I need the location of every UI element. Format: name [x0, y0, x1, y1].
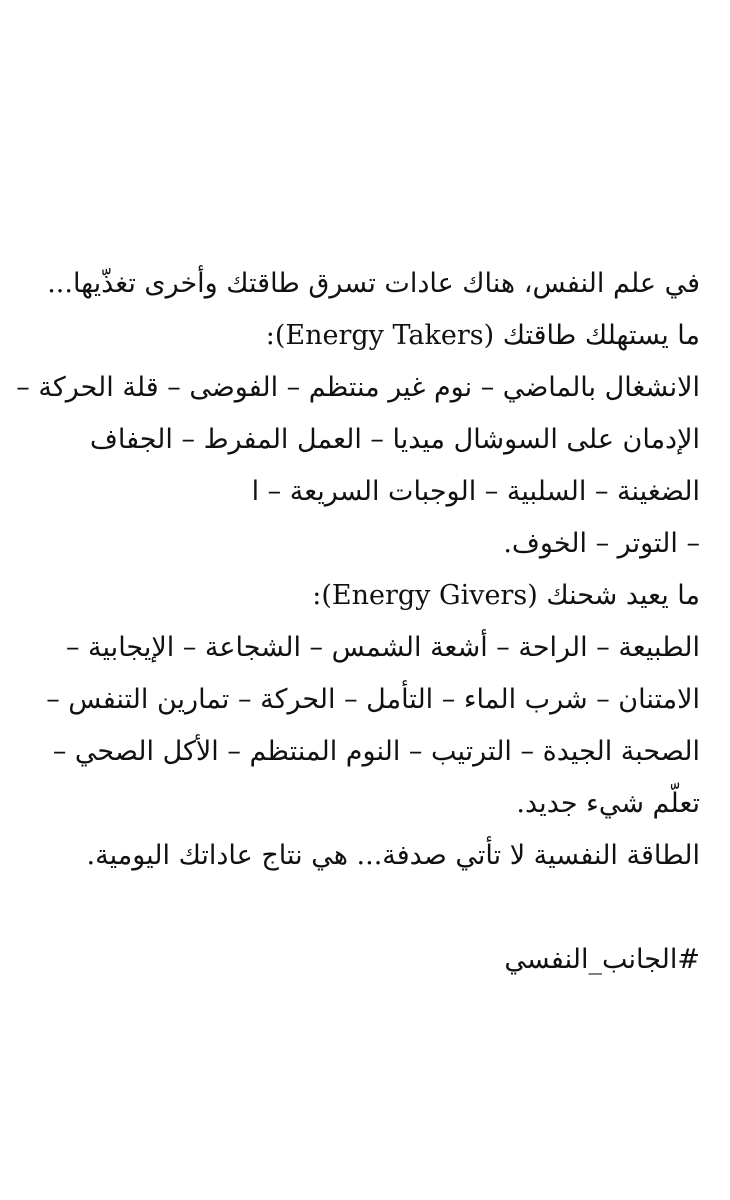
- hashtag: #الجانب_النفسي: [504, 944, 700, 975]
- energy-takers-line-1: الانشغال بالماضي – نوم غير منتظم – الفوضى – قلة الحركة –: [16, 372, 700, 403]
- energy-givers-line-1: الطبيعة – الراحة – أشعة الشمس – الشجاعة – الإيجابية –: [65, 632, 700, 663]
- document-body: [16, 258, 700, 986]
- intro-line: في علم النفس، هناك عادات تسرق طاقتك وأخرى تغذّيها...: [47, 268, 700, 299]
- energy-takers-line-4: – التوتر – الخوف.: [503, 528, 700, 559]
- energy-givers-line-3: الصحبة الجيدة – الترتيب – النوم المنتظم – الأكل الصحي –: [52, 736, 700, 767]
- energy-takers-line-2: الإدمان على السوشال ميديا – العمل المفرط – الجفاف: [89, 424, 700, 455]
- energy-takers-heading: ما يستهلك طاقتك (Energy Takers):: [265, 320, 700, 351]
- spacer: [60, 882, 700, 934]
- conclusion-line: الطاقة النفسية لا تأتي صدفة... هي نتاج عاداتك اليومية.: [86, 840, 700, 871]
- energy-givers-line-2: الامتنان – شرب الماء – التأمل – الحركة – تمارين التنفس –: [46, 684, 700, 715]
- energy-givers-line-4: تعلّم شيء جديد.: [516, 788, 700, 819]
- energy-givers-heading: ما يعيد شحنك (Energy Givers):: [312, 580, 700, 611]
- energy-takers-line-3: الضغينة – السلبية – الوجبات السريعة – ا: [251, 476, 700, 507]
